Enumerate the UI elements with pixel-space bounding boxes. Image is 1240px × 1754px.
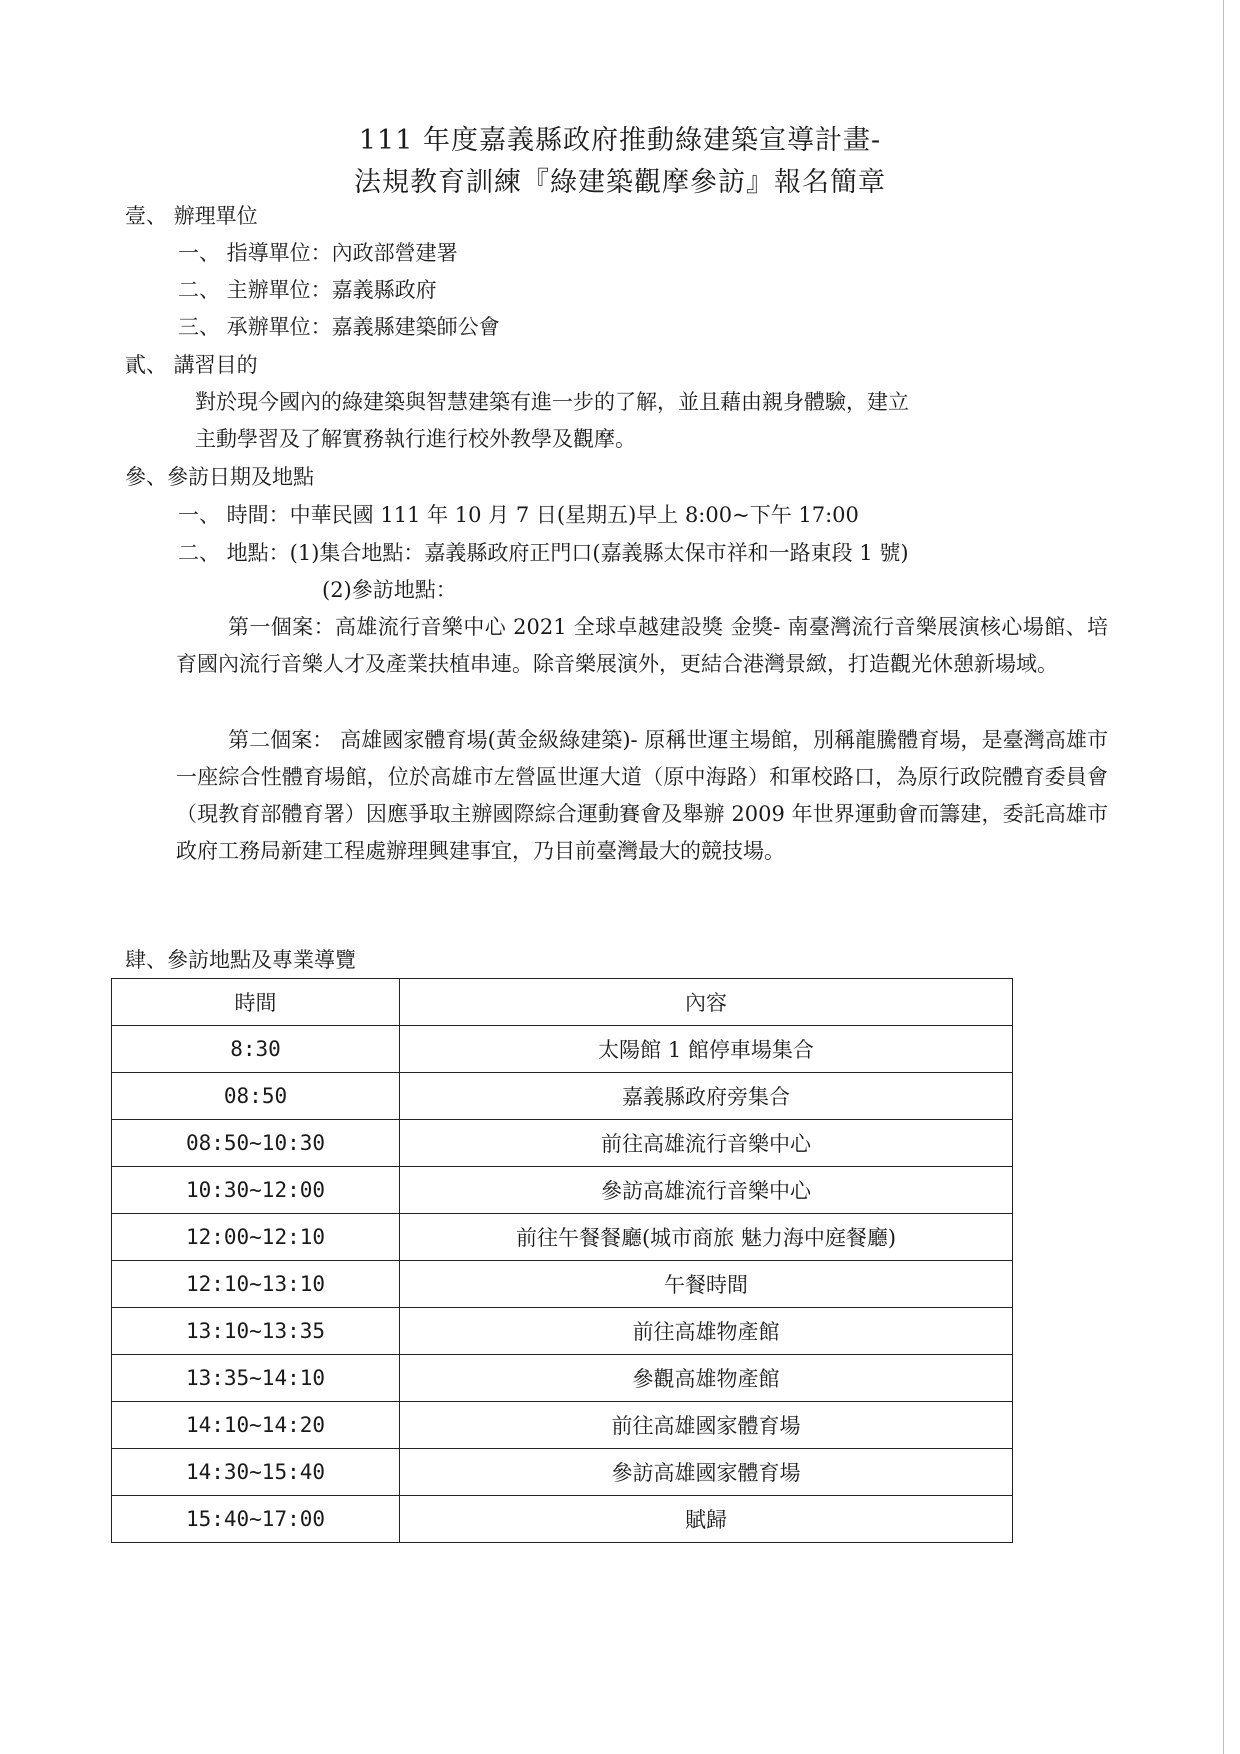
row-content: 參訪高雄國家體育場 (400, 1449, 1013, 1496)
case-1-paragraph: 第一個案：高雄流行音樂中心 2021 全球卓越建設獎 金獎- 南臺灣流行音樂展演核心場館、培育國內流行音樂人才及產業扶植串連。除音樂展演外，更結合港灣景緻，打造觀光休憩新場域。 (176, 615, 1108, 676)
row-time: 08:50 (112, 1073, 400, 1120)
table-header-row (112, 979, 1013, 1026)
row-time: 08:50~10:30 (112, 1120, 400, 1167)
header-content: 內容 (400, 979, 1013, 1026)
title-line-2: 法規教育訓練『綠建築觀摩參訪』報名簡章 (354, 167, 886, 198)
title-line-1: 111 年度嘉義縣政府推動綠建築宣導計畫- (358, 125, 882, 156)
row-content: 前往高雄物產館 (400, 1308, 1013, 1355)
section1-item-3: 三、 承辦單位：嘉義縣建築師公會 (178, 315, 500, 339)
section1-item-1: 一、 指導單位：內政部營建署 (178, 241, 458, 265)
section4-heading: 肆、參訪地點及專業導覽 (125, 948, 356, 972)
section3-visit-location: (2)參訪地點： (322, 578, 457, 602)
row-content: 前往午餐餐廳(城市商旅 魅力海中庭餐廳) (400, 1214, 1013, 1261)
section3-location: 二、 地點：(1)集合地點：嘉義縣政府正門口(嘉義縣太保市祥和一路東段 1 號) (178, 541, 909, 565)
scan-edge-line (1223, 0, 1224, 1754)
table-row (112, 1167, 1013, 1214)
table-row (112, 1402, 1013, 1449)
row-time: 14:30~15:40 (112, 1449, 400, 1496)
table-row (112, 1449, 1013, 1496)
row-time: 12:10~13:10 (112, 1261, 400, 1308)
row-content: 賦歸 (400, 1496, 1013, 1543)
row-time: 14:10~14:20 (112, 1402, 400, 1449)
table-row (112, 1308, 1013, 1355)
table-row (112, 1120, 1013, 1167)
row-content: 前往高雄流行音樂中心 (400, 1120, 1013, 1167)
header-time: 時間 (112, 979, 400, 1026)
section2-heading: 貳、 講習目的 (125, 353, 258, 377)
table-row (112, 1214, 1013, 1261)
section2-line-2: 主動學習及了解實務執行進行校外教學及觀摩。 (195, 427, 636, 451)
section2-line-1: 對於現今國內的綠建築與智慧建築有進一步的了解，並且藉由親身體驗，建立 (195, 390, 909, 414)
section1-item-2: 二、 主辦單位：嘉義縣政府 (178, 278, 437, 302)
row-time: 10:30~12:00 (112, 1167, 400, 1214)
row-time: 13:10~13:35 (112, 1308, 400, 1355)
schedule-table (111, 978, 1013, 1543)
table-row (112, 1355, 1013, 1402)
row-content: 嘉義縣政府旁集合 (400, 1073, 1013, 1120)
row-time: 8:30 (112, 1026, 400, 1073)
row-time: 15:40~17:00 (112, 1496, 400, 1543)
section3-time: 一、 時間：中華民國 111 年 10 月 7 日(星期五)早上 8:00~下午 17:00 (178, 503, 859, 527)
table-row (112, 1496, 1013, 1543)
table-row (112, 1026, 1013, 1073)
row-content: 參訪高雄流行音樂中心 (400, 1167, 1013, 1214)
row-content: 參觀高雄物產館 (400, 1355, 1013, 1402)
row-content: 前往高雄國家體育場 (400, 1402, 1013, 1449)
table-row (112, 1073, 1013, 1120)
section3-heading: 參、參訪日期及地點 (125, 465, 314, 489)
case-2-paragraph: 第二個案： 高雄國家體育場(黃金級綠建築)- 原稱世運主場館，別稱龍騰體育場，是臺灣高雄市一座綜合性體育場館，位於高雄市左營區世運大道（原中海路）和軍校路口，為原行政院體育委員會（現教育部體育署）因應爭取主辦國際綜合運動賽會及舉辦 2009 年世界運動會而籌建，委託高雄市政府工務局新建工程處辦理興建事宜，乃目前臺灣最大的競技場。 (176, 728, 1108, 863)
section1-heading: 壹、 辦理單位 (125, 204, 258, 228)
row-time: 13:35~14:10 (112, 1355, 400, 1402)
row-content: 午餐時間 (400, 1261, 1013, 1308)
table-row (112, 1261, 1013, 1308)
row-content: 太陽館 1 館停車場集合 (400, 1026, 1013, 1073)
row-time: 12:00~12:10 (112, 1214, 400, 1261)
